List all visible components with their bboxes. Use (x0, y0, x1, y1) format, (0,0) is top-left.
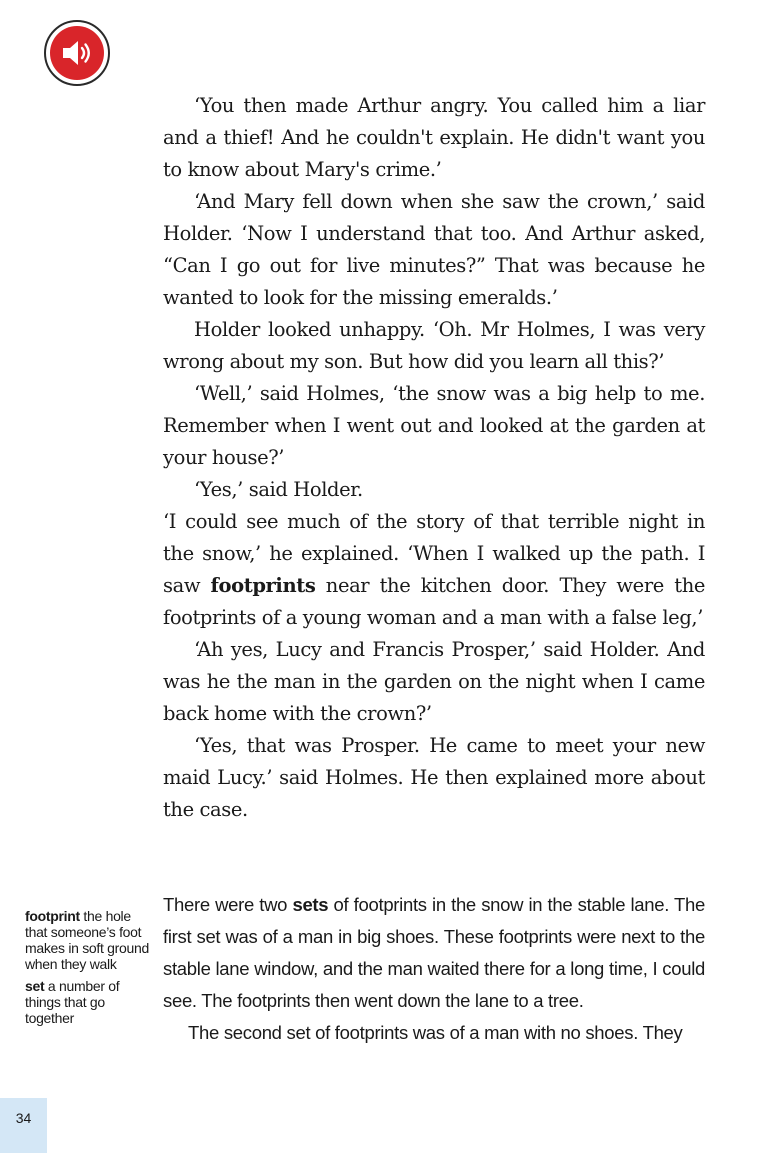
glossary-entry (25, 908, 150, 972)
story-paragraph: ‘Yes,’ said Holder. (194, 478, 363, 501)
story-text-span: near the kitchen door. They were the footprints of a young woman and a man with a false leg,’ (163, 574, 705, 629)
story-text-span: ‘I could see much of the story of that terrible night in the snow,’ he explained. ‘When I walked up the path. I saw (163, 510, 705, 597)
glossary-term: set (25, 978, 45, 994)
audio-play-button[interactable] (44, 20, 110, 86)
story-text-span: There were two (163, 894, 293, 915)
glossary-entry (25, 978, 150, 1026)
glossary-word-footprints: footprints (210, 574, 316, 597)
glossary-term: footprint (25, 908, 80, 924)
story-paragraph: Holder looked unhappy. ‘Oh. Mr Holmes, I was very wrong about my son. But how did you learn all this?’ (163, 318, 705, 373)
story-paragraph: ‘Yes, that was Prosper. He came to meet your new maid Lucy.’ said Holmes. He then explained more about the case. (163, 734, 705, 821)
story-text-span: of footprints in the snow in the stable lane. The first set was of a man in big shoes. These footprints were next to the stable lane window, and the man waited there for a long time, I could see. The footprints then went down the lane to a tree. (163, 894, 706, 1011)
glossary-sidebar (25, 908, 150, 1032)
glossary-definition: a number of things that go together (25, 978, 120, 1026)
lower-story-text (163, 889, 705, 1049)
story-paragraph (163, 889, 705, 1017)
story-paragraph: The second set of footprints was of a man with no shoes. They (188, 1022, 683, 1043)
glossary-definition: the hole that someone’s foot makes in soft ground when they walk (25, 908, 149, 972)
page-number: 34 (15, 1110, 32, 1126)
story-paragraph: ‘And Mary fell down when she saw the crown,’ said Holder. ‘Now I understand that too. And Arthur asked, “Can I go out for live minutes?” That was because he wanted to look for the missing emeralds.’ (163, 190, 705, 309)
glossary-word-sets: sets (292, 894, 329, 915)
story-paragraph: ‘You then made Arthur angry. You called him a liar and a thief! And he couldn't explain. He didn't want you to know about Mary's crime.’ (163, 94, 705, 181)
story-paragraph (163, 506, 705, 634)
story-paragraph: ‘Well,’ said Holmes, ‘the snow was a big help to me. Remember when I went out and looked at the garden at your house?’ (163, 382, 705, 469)
story-paragraph: ‘Ah yes, Lucy and Francis Prosper,’ said Holder. And was he the man in the garden on the night when I came back home with the crown?’ (163, 638, 705, 725)
speaker-icon (50, 26, 104, 80)
story-text (163, 90, 705, 826)
